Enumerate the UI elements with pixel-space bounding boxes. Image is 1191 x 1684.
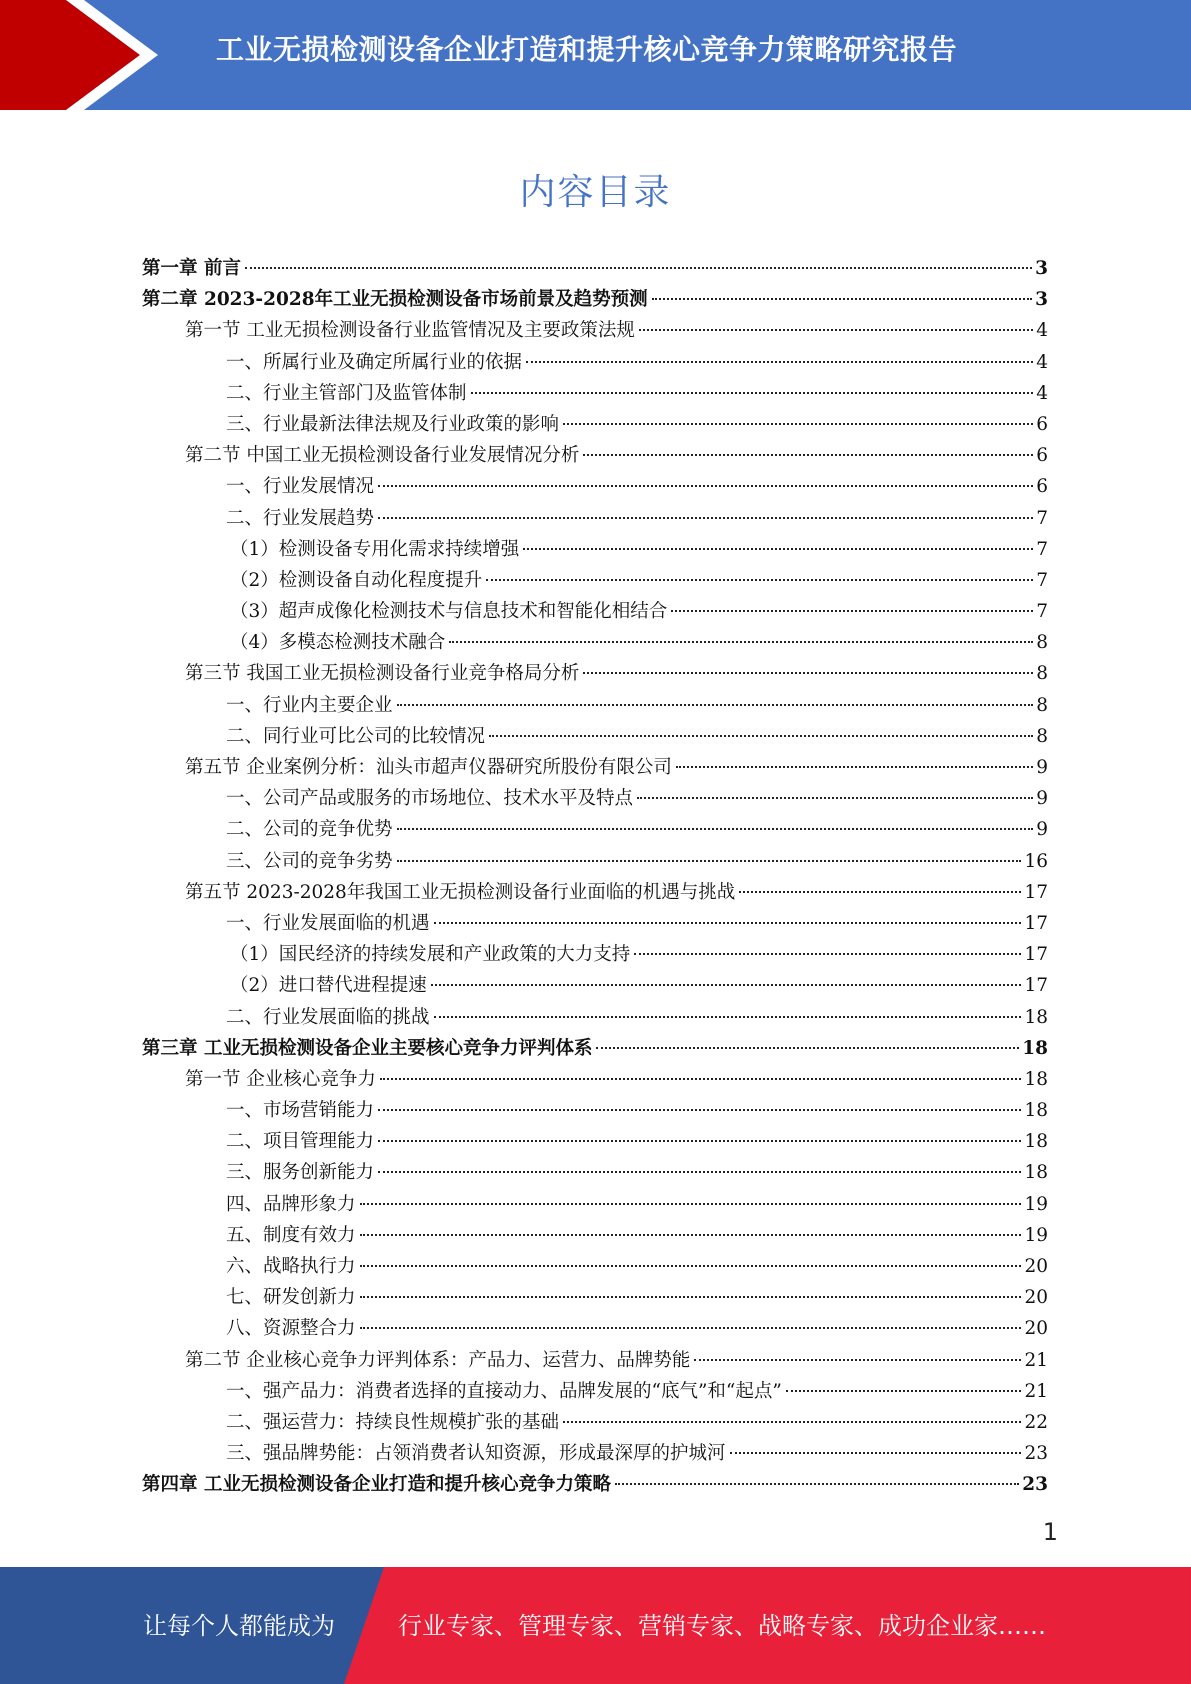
- toc-entry-label: 第二节 企业核心竞争力评判体系：产品力、运营力、品牌势能: [185, 1349, 691, 1371]
- toc-entry-label: 第四章 工业无损检测设备企业打造和提升核心竞争力策略: [142, 1474, 611, 1496]
- toc-entry-page: 7: [1036, 507, 1048, 529]
- toc-entry-page: 8: [1036, 694, 1048, 716]
- toc-section-entry[interactable]: [142, 1064, 1048, 1095]
- toc-dot-leader: [360, 1257, 1022, 1267]
- toc-entry-page: 23: [1022, 1474, 1048, 1496]
- toc-section-entry[interactable]: [142, 315, 1048, 346]
- toc-subsection-entry[interactable]: [142, 565, 1048, 596]
- toc-entry-label: 第二章 2023-2028年工业无损检测设备市场前景及趋势预测: [142, 289, 648, 311]
- toc-subsection-entry[interactable]: [142, 1313, 1048, 1344]
- toc-dot-leader: [486, 571, 1033, 581]
- toc-dot-leader: [378, 1132, 1021, 1142]
- toc-entry-label: （2）检测设备自动化程度提升: [230, 569, 483, 591]
- toc-dot-leader: [639, 321, 1033, 331]
- toc-subsection-entry[interactable]: [142, 846, 1048, 877]
- toc-dot-leader: [523, 540, 1033, 550]
- toc-section-entry[interactable]: [142, 752, 1048, 783]
- toc-dot-leader: [671, 602, 1033, 612]
- toc-entry-label: 二、公司的竞争优势: [226, 819, 393, 841]
- toc-entry-page: 9: [1036, 819, 1048, 841]
- toc-section-entry[interactable]: [142, 877, 1048, 908]
- toc-entry-label: 第五节 2023-2028年我国工业无损检测设备行业面临的机遇与挑战: [185, 881, 736, 903]
- toc-dot-leader: [360, 1288, 1022, 1298]
- toc-entry-label: （4）多模态检测技术融合: [230, 632, 446, 654]
- toc-entry-label: 一、行业内主要企业: [226, 694, 393, 716]
- toc-dot-leader: [360, 1226, 1022, 1236]
- toc-subsection-entry[interactable]: [142, 503, 1048, 534]
- toc-chapter-entry[interactable]: [142, 253, 1048, 284]
- toc-subsection-entry[interactable]: [142, 471, 1048, 502]
- toc-dot-leader: [652, 290, 1033, 300]
- toc-subsection-entry[interactable]: [142, 939, 1048, 970]
- toc-heading: 内容目录: [519, 172, 672, 213]
- toc-chapter-entry[interactable]: [142, 284, 1048, 315]
- toc-entry-page: 7: [1036, 569, 1048, 591]
- toc-dot-leader: [694, 1351, 1021, 1361]
- footer-slogan-left: 让每个人都能成为: [143, 1612, 335, 1640]
- toc-entry-page: 20: [1024, 1318, 1048, 1340]
- toc-dot-leader: [563, 1413, 1021, 1423]
- toc-entry-page: 9: [1036, 788, 1048, 810]
- toc-section-entry[interactable]: [142, 440, 1048, 471]
- toc-entry-page: 17: [1024, 912, 1048, 934]
- toc-entry-label: 一、强产品力：消费者选择的直接动力、品牌发展的“底气”和“起点”: [226, 1380, 782, 1402]
- toc-subsection-entry[interactable]: [142, 534, 1048, 565]
- toc-subsection-entry[interactable]: [142, 1251, 1048, 1282]
- toc-entry-label: （1）国民经济的持续发展和产业政策的大力支持: [230, 944, 631, 966]
- toc-entry-page: 3: [1035, 258, 1048, 279]
- toc-entry-page: 6: [1036, 476, 1048, 498]
- toc-entry-page: 8: [1036, 725, 1048, 747]
- toc-entry-page: 6: [1036, 413, 1048, 435]
- toc-subsection-entry[interactable]: [142, 1438, 1048, 1469]
- toc-entry-page: 8: [1036, 632, 1048, 654]
- toc-entry-page: 7: [1036, 538, 1048, 560]
- toc-entry-label: 一、行业发展情况: [226, 476, 375, 498]
- toc-subsection-entry[interactable]: [142, 1220, 1048, 1251]
- page-header: [0, 0, 1191, 110]
- toc-entry-label: 二、同行业可比公司的比较情况: [226, 725, 486, 747]
- toc-dot-leader: [397, 696, 1034, 706]
- toc-entry-label: 第一节 工业无损检测设备行业监管情况及主要政策法规: [185, 320, 635, 342]
- toc-entry-label: 第三章 工业无损检测设备企业主要核心竞争力评判体系: [142, 1037, 593, 1059]
- toc-entry-label: 第二节 中国工业无损检测设备行业发展情况分析: [185, 445, 580, 467]
- toc-entry-label: 二、行业发展面临的挑战: [226, 1006, 430, 1028]
- toc-entry-label: 五、制度有效力: [226, 1224, 356, 1246]
- toc-dot-leader: [378, 509, 1033, 519]
- toc-entry-label: 二、强运营力：持续良性规模扩张的基础: [226, 1411, 560, 1433]
- toc-entry-page: 23: [1024, 1443, 1048, 1465]
- toc-entry-label: 二、项目管理能力: [226, 1131, 375, 1153]
- toc-entry-label: 第五节 企业案例分析：汕头市超声仪器研究所股份有限公司: [185, 757, 672, 778]
- toc-subsection-entry[interactable]: [142, 627, 1048, 658]
- toc-dot-leader: [245, 259, 1032, 269]
- toc-dot-leader: [360, 1319, 1022, 1329]
- toc-subsection-entry[interactable]: [142, 783, 1048, 814]
- toc-subsection-entry[interactable]: [142, 1407, 1048, 1438]
- toc-entry-page: 19: [1024, 1193, 1048, 1215]
- toc-entry-label: 三、行业最新法律法规及行业政策的影响: [226, 413, 560, 435]
- toc-entry-label: 一、行业发展面临的机遇: [226, 912, 430, 934]
- toc-dot-leader: [739, 883, 1021, 893]
- toc-entry-page: 17: [1024, 944, 1048, 966]
- toc-entry-label: 四、品牌形象力: [226, 1193, 356, 1215]
- toc-entry-page: 18: [1024, 1100, 1048, 1122]
- toc-dot-leader: [397, 852, 1022, 862]
- toc-entry-page: 4: [1036, 351, 1048, 373]
- toc-entry-label: 八、资源整合力: [226, 1318, 356, 1340]
- toc-entry-page: 18: [1024, 1006, 1048, 1028]
- toc-subsection-entry[interactable]: [142, 1002, 1048, 1033]
- toc-entry-label: （1）检测设备专用化需求持续增强: [230, 538, 520, 560]
- toc-entry-label: 一、公司产品或服务的市场地位、技术水平及特点: [226, 788, 634, 810]
- toc-entry-page: 21: [1024, 1380, 1048, 1402]
- table-of-contents: [142, 253, 1048, 1501]
- toc-dot-leader: [615, 1475, 1019, 1485]
- toc-entry-label: 三、服务创新能力: [226, 1162, 375, 1184]
- toc-entry-page: 7: [1036, 601, 1048, 623]
- toc-dot-leader: [563, 415, 1033, 425]
- toc-subsection-entry[interactable]: [142, 1095, 1048, 1126]
- toc-entry-page: 18: [1024, 1131, 1048, 1153]
- toc-subsection-entry[interactable]: [142, 1126, 1048, 1157]
- toc-entry-label: （2）进口替代进程提速: [230, 975, 427, 997]
- toc-entry-page: 18: [1024, 1068, 1048, 1090]
- toc-entry-page: 22: [1024, 1411, 1048, 1433]
- toc-subsection-entry[interactable]: [142, 1189, 1048, 1220]
- toc-dot-leader: [378, 1101, 1021, 1111]
- toc-entry-page: 9: [1036, 757, 1048, 778]
- toc-entry-label: 二、行业主管部门及监管体制: [226, 382, 467, 404]
- toc-subsection-entry[interactable]: [142, 596, 1048, 627]
- toc-dot-leader: [471, 384, 1034, 394]
- toc-dot-leader: [730, 1444, 1022, 1454]
- toc-subsection-entry[interactable]: [142, 908, 1048, 939]
- toc-entry-label: 第三节 我国工业无损检测设备行业竞争格局分析: [185, 663, 580, 685]
- toc-subsection-entry[interactable]: [142, 1282, 1048, 1313]
- toc-subsection-entry[interactable]: [142, 1376, 1048, 1407]
- toc-entry-page: 17: [1024, 975, 1048, 997]
- toc-dot-leader: [583, 664, 1033, 674]
- toc-subsection-entry[interactable]: [142, 721, 1048, 752]
- toc-dot-leader: [380, 1070, 1022, 1080]
- report-title: 工业无损检测设备企业打造和提升核心竞争力策略研究报告: [216, 33, 958, 66]
- toc-dot-leader: [526, 353, 1033, 363]
- toc-entry-label: 一、市场营销能力: [226, 1100, 375, 1122]
- toc-dot-leader: [596, 1039, 1019, 1049]
- toc-entry-page: 4: [1036, 320, 1048, 342]
- toc-entry-label: 一、所属行业及确定所属行业的依据: [226, 351, 523, 373]
- toc-subsection-entry[interactable]: [142, 347, 1048, 378]
- toc-dot-leader: [397, 820, 1034, 830]
- toc-dot-leader: [449, 633, 1033, 643]
- toc-entry-page: 18: [1022, 1037, 1048, 1059]
- toc-entry-label: （3）超声成像化检测技术与信息技术和智能化相结合: [230, 601, 668, 623]
- toc-entry-page: 18: [1024, 1162, 1048, 1184]
- toc-entry-label: 七、研发创新力: [226, 1287, 356, 1309]
- toc-dot-leader: [634, 945, 1021, 955]
- toc-entry-label: 二、行业发展趋势: [226, 507, 375, 529]
- toc-subsection-entry[interactable]: [142, 690, 1048, 721]
- toc-chapter-entry[interactable]: [142, 1469, 1048, 1500]
- toc-entry-label: 三、强品牌势能：占领消费者认知资源，形成最深厚的护城河: [226, 1443, 726, 1465]
- toc-dot-leader: [378, 1163, 1021, 1173]
- toc-chapter-entry[interactable]: [142, 1033, 1048, 1064]
- toc-dot-leader: [434, 1008, 1022, 1018]
- toc-entry-page: 4: [1036, 382, 1048, 404]
- toc-dot-leader: [786, 1382, 1022, 1392]
- toc-entry-page: 21: [1024, 1349, 1048, 1371]
- toc-entry-page: 20: [1024, 1256, 1048, 1277]
- toc-entry-page: 8: [1036, 663, 1048, 685]
- page-number: 1: [1042, 1518, 1058, 1546]
- toc-subsection-entry[interactable]: [142, 409, 1048, 440]
- toc-entry-page: 17: [1024, 881, 1048, 903]
- toc-dot-leader: [434, 914, 1022, 924]
- toc-entry-label: 第一章 前言: [142, 258, 241, 279]
- toc-dot-leader: [378, 477, 1033, 487]
- toc-entry-page: 16: [1024, 850, 1048, 872]
- toc-dot-leader: [489, 727, 1033, 737]
- toc-subsection-entry[interactable]: [142, 814, 1048, 845]
- toc-section-entry[interactable]: [142, 658, 1048, 689]
- toc-entry-page: 20: [1024, 1287, 1048, 1309]
- toc-entry-label: 第一节 企业核心竞争力: [185, 1068, 376, 1090]
- toc-entry-page: 19: [1024, 1224, 1048, 1246]
- toc-subsection-entry[interactable]: [142, 1157, 1048, 1188]
- toc-dot-leader: [360, 1195, 1022, 1205]
- footer-slogan-right: 行业专家、管理专家、营销专家、战略专家、成功企业家……: [398, 1612, 1046, 1640]
- toc-subsection-entry[interactable]: [142, 970, 1048, 1001]
- toc-subsection-entry[interactable]: [142, 378, 1048, 409]
- page-footer: [0, 1567, 1191, 1684]
- toc-entry-page: 3: [1035, 289, 1048, 311]
- toc-dot-leader: [676, 758, 1033, 768]
- toc-entry-label: 六、战略执行力: [226, 1256, 356, 1277]
- toc-dot-leader: [431, 976, 1022, 986]
- toc-entry-page: 6: [1036, 445, 1048, 467]
- toc-section-entry[interactable]: [142, 1345, 1048, 1376]
- toc-dot-leader: [637, 789, 1033, 799]
- toc-dot-leader: [583, 446, 1033, 456]
- toc-entry-label: 三、公司的竞争劣势: [226, 850, 393, 872]
